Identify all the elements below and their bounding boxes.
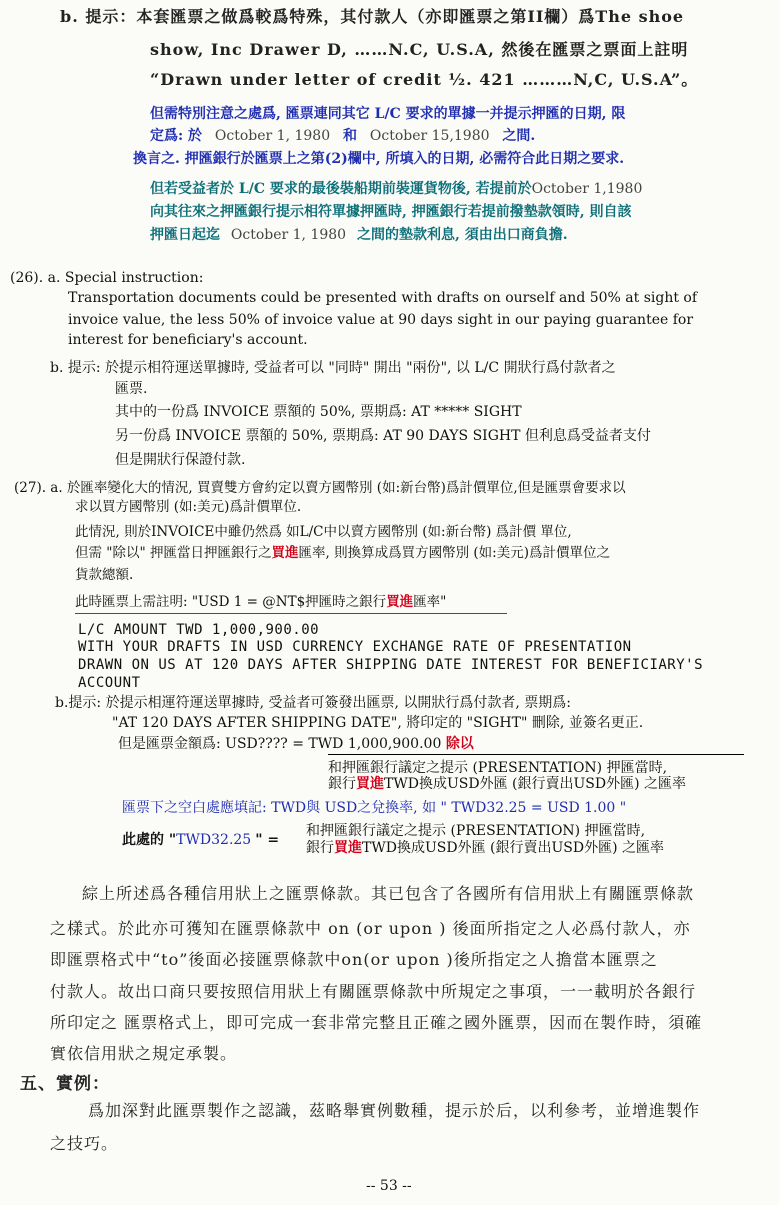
teal-note-l3-suffix: 之間的墊款利息, 須由出口商負擔.	[356, 227, 568, 243]
blue-note-line2	[150, 128, 535, 144]
lc-line2: WITH YOUR DRAFTS IN USD CURRENCY EXCHANGE RATE OF PRESENTATION	[78, 639, 632, 655]
s27-b-line2: "AT 120 DAYS AFTER SHIPPING DATE", 將印定的 "SIGHT" 刪除, 並簽名更正.	[112, 715, 644, 731]
s27-b-line3	[118, 736, 474, 752]
s27-a-line2: 求以買方國幣別 (如:美元)爲計價單位.	[75, 499, 302, 515]
lc-line4: ACCOUNT	[78, 675, 141, 691]
summary-line2: 之樣式。於此亦可獲知在匯票條款中 on (or upon ) 後面所指定之人必爲付款人，亦	[50, 919, 691, 938]
summary-line6: 實依信用狀之規定承製。	[50, 1044, 238, 1063]
here-suffix: " =	[255, 832, 280, 848]
teal-note-line1	[150, 181, 642, 197]
summary-line4: 付款人。故出口商只要按照信用狀上有關匯票條款中所規定之事項，一一載明於各銀行	[50, 982, 697, 1001]
s27-a4-red: 買進	[271, 545, 299, 561]
section5-heading: 五、實例：	[20, 1074, 110, 1094]
fraction-bar-1	[328, 754, 744, 755]
s27-b3-red: 除以	[445, 736, 474, 752]
s26-a-line1: Transportation documents could be presented with drafts on ourself and 50% at sight of	[68, 290, 698, 306]
s26-a-line3: interest for beneficiary's account.	[68, 332, 308, 348]
s27-b-line1: b.提示: 於提示相運符運送單據時, 受益者可簽發出匯票, 以開狀行爲付款者, 票期爲:	[55, 695, 571, 711]
s27-a6-prefix: 此時匯票上需註明: "USD 1 = @NT$押匯時之銀行	[75, 594, 387, 610]
frac4-suffix: TWD換成USD外匯 (銀行賣出USD外匯) 之匯率	[362, 840, 665, 856]
s27-a-line5: 貨款總額.	[75, 567, 134, 583]
s27-a-line6	[75, 595, 446, 611]
teal-note-line2: 向其往來之押匯銀行提示相符單據押匯時, 押匯銀行若提前撥墊款領時, 則自該	[150, 204, 632, 220]
top-b-line1: b. 提示：本套匯票之做爲較爲特殊，其付款人（亦即匯票之第II欄）爲The shoe	[60, 7, 685, 26]
fraction-1-line1: 和押匯銀行議定之提示 (PRESENTATION) 押匯當時,	[328, 760, 668, 776]
frac2-prefix: 銀行	[328, 776, 356, 792]
s26-a-heading: (26). a. Special instruction:	[10, 270, 204, 286]
blue-note-suffix: 之間.	[502, 128, 536, 144]
fraction-2-line1: 和押匯銀行議定之提示 (PRESENTATION) 押匯當時,	[306, 823, 646, 839]
lc-amount: L/C AMOUNT TWD 1,000,900.00	[78, 622, 320, 638]
lc-line3: DRAWN ON US AT 120 DAYS AFTER SHIPPING DATE INTEREST FOR BENEFICIARY'S	[78, 657, 704, 673]
here-prefix: 此處的 "	[122, 832, 177, 848]
summary-line1: 綜上所述爲各種信用狀上之匯票條款。其已包含了各國所有信用狀上有關匯票條款	[82, 884, 695, 903]
blue-note-prefix: 定爲: 於	[150, 128, 203, 144]
s27-a6-suffix: 匯率"	[413, 594, 447, 610]
fraction-2-line2	[306, 840, 664, 856]
summary-line5: 所印定之 匯票格式上，即可完成一套非常完整且正確之國外匯票，因而在製作時，須確	[50, 1013, 703, 1032]
here-rate: TWD32.25	[176, 832, 252, 848]
page-number: -- 53 --	[366, 1178, 412, 1194]
teal-note-l3-prefix: 押匯日起迄	[150, 227, 220, 243]
s27-a6-red: 買進	[386, 594, 414, 610]
s27-a-line1: (27). a. 於匯率變化大的情況, 買賣雙方會約定以賣方國幣別 (如:新台幣)爲計價單位,但是匯票會要求以	[14, 480, 626, 496]
s26-a-line2: invoice value, the less 50% of invoice value at 90 days sight in our paying guarantee for	[68, 312, 694, 328]
date-oct-1: October 1, 1980	[214, 128, 331, 144]
teal-note-line3	[150, 227, 568, 243]
frac4-red: 買進	[334, 840, 362, 856]
blue-note-line1: 但需特別注意之處爲, 匯票連同其它 L/C 要求的單據一并提示押匯的日期, 限	[150, 106, 626, 122]
blue-note-and: 和	[343, 128, 357, 144]
s27-red-underline	[75, 613, 507, 614]
s27-a4-suffix: 匯率, 則換算成爲買方國幣別 (如:美元)爲計價單位之	[298, 545, 610, 561]
section5-line1: 爲加深對此匯票製作之認識，茲略舉實例數種，提示於后，以利參考，並增進製作	[88, 1101, 701, 1120]
s26-b-line3: 其中的一份爲 INVOICE 票額的 50%, 票期爲: AT ***** SIGHT	[115, 404, 522, 420]
fraction-1-line2	[328, 776, 686, 792]
teal-date-1: October 1,1980	[531, 181, 643, 197]
blank-fill-note: 匯票下之空白處應填記: TWD與 USD之兌換率, 如 " TWD32.25 = USD 1.00 "	[122, 800, 627, 816]
s26-b-line1: b. 提示: 於提示相符運送單據時, 受益者可以 "同時" 開出 "兩份", 以 L/C 開狀行爲付款者之	[50, 360, 616, 376]
s26-b-line4: 另一份爲 INVOICE 票額的 50%, 票期爲: AT 90 DAYS SIGHT 但利息爲受益者支付	[115, 428, 651, 444]
frac2-suffix: TWD換成USD外匯 (銀行賣出USD外匯) 之匯率	[384, 776, 687, 792]
teal-date-2: October 1, 1980	[230, 227, 347, 243]
here-equals	[122, 832, 279, 848]
summary-line3: 即匯票格式中“to”後面必接匯票條款中on(or upon )後所指定之人擔當本匯票之	[50, 950, 658, 969]
blue-note-line3: 換言之. 押匯銀行於匯票上之第(2)欄中, 所填入的日期, 必需符合此日期之要求.	[133, 151, 625, 167]
s27-a-line3: 此情況, 則於INVOICE中雖仍然爲 如L/C中以賣方國幣別 (如:新台幣) 爲計價 單位,	[75, 524, 572, 540]
s27-a-line4	[75, 546, 610, 562]
top-b-line3: “Drawn under letter of credit ½. 421 ………N,C, U.S.A”。	[150, 70, 699, 89]
teal-note-prefix: 但若受益者於 L/C 要求的最後裝船期前裝運貨物後, 若提前於	[150, 181, 532, 197]
s27-a4-prefix: 但需 "除以" 押匯當日押匯銀行之	[75, 545, 272, 561]
s26-b-line2: 匯票.	[115, 381, 148, 397]
date-oct-15: October 15,1980	[369, 128, 490, 144]
frac4-prefix: 銀行	[306, 840, 334, 856]
s26-b-line5: 但是開狀行保證付款.	[115, 452, 246, 468]
section5-line2: 之技巧。	[50, 1134, 119, 1153]
s27-b3-prefix: 但是匯票金額爲: USD???? = TWD 1,000,900.00	[118, 736, 442, 752]
top-b-line2: show, Inc Drawer D, ……N.C, U.S.A, 然後在匯票之票面上註明	[150, 40, 689, 59]
frac2-red: 買進	[356, 776, 384, 792]
